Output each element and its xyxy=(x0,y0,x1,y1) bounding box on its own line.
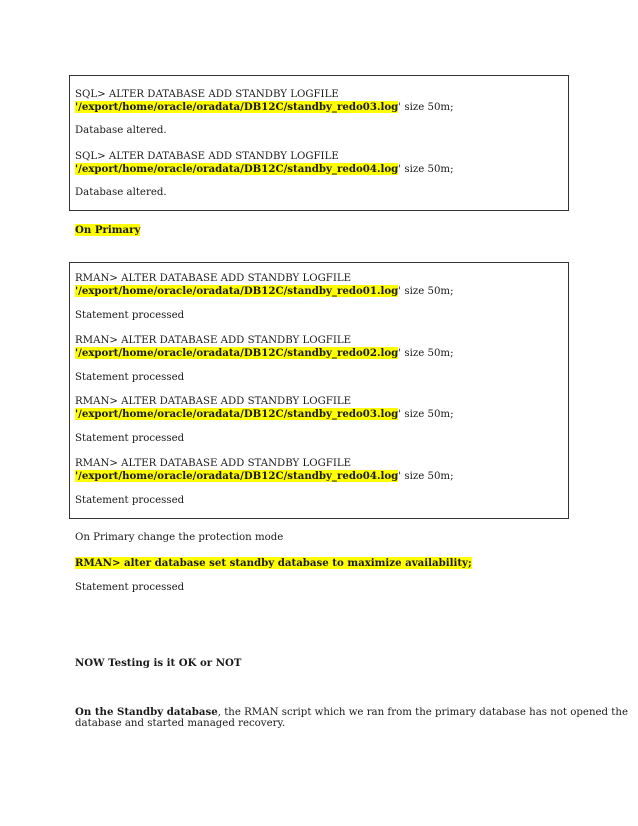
logfile-path: '/export/home/oracle/oradata/DB12C/standby_redo01.log xyxy=(75,285,399,297)
on-primary-label: On Primary xyxy=(75,224,141,236)
testing-heading: NOW Testing is it OK or NOT xyxy=(75,657,242,669)
size-clause: ' size 50m; xyxy=(398,102,454,113)
rman-command-2: RMAN> ALTER DATABASE ADD STANDBY LOGFILE xyxy=(75,335,352,346)
rman-command-3: RMAN> ALTER DATABASE ADD STANDBY LOGFILE xyxy=(75,396,352,407)
rman-command-1: RMAN> ALTER DATABASE ADD STANDBY LOGFILE xyxy=(75,273,352,284)
size-clause: ' size 50m; xyxy=(398,348,454,359)
standby-bold-lead: On the Standby database xyxy=(75,706,218,718)
logfile-path: '/export/home/oracle/oradata/DB12C/standby_redo03.log xyxy=(75,101,399,113)
rman-result-2: Statement processed xyxy=(75,372,185,383)
protection-intro: On Primary change the protection mode xyxy=(75,532,284,543)
rman-result-1: Statement processed xyxy=(75,310,185,321)
sql-command-1-path-line xyxy=(75,101,454,114)
rman-result-4: Statement processed xyxy=(75,495,185,506)
size-clause: ' size 50m; xyxy=(398,471,454,482)
sql-result-2: Database altered. xyxy=(75,187,167,198)
logfile-path: '/export/home/oracle/oradata/DB12C/standby_redo04.log xyxy=(75,163,399,175)
sql-command-2-path-line xyxy=(75,163,454,176)
on-primary-heading xyxy=(75,224,140,237)
rman-command-1-path-line xyxy=(75,285,454,298)
protection-command-line xyxy=(75,557,472,570)
size-clause: ' size 50m; xyxy=(398,409,454,420)
sql-command-2: SQL> ALTER DATABASE ADD STANDBY LOGFILE xyxy=(75,151,339,162)
rman-command-3-path-line xyxy=(75,408,454,421)
sql-command-1: SQL> ALTER DATABASE ADD STANDBY LOGFILE xyxy=(75,89,339,100)
protection-command: RMAN> alter database set standby database to maximize availability; xyxy=(75,557,472,569)
standby-text: , the RMAN script which we ran from the primary database has not opened the xyxy=(217,707,628,718)
standby-paragraph-line-2: database and started managed recovery. xyxy=(75,718,286,729)
rman-command-4: RMAN> ALTER DATABASE ADD STANDBY LOGFILE xyxy=(75,458,352,469)
protection-result: Statement processed xyxy=(75,582,185,593)
size-clause: ' size 50m; xyxy=(398,286,454,297)
logfile-path: '/export/home/oracle/oradata/DB12C/standby_redo03.log xyxy=(75,408,399,420)
rman-command-2-path-line xyxy=(75,347,454,360)
sql-result-1: Database altered. xyxy=(75,125,167,136)
rman-command-4-path-line xyxy=(75,470,454,483)
size-clause: ' size 50m; xyxy=(398,164,454,175)
logfile-path: '/export/home/oracle/oradata/DB12C/standby_redo02.log xyxy=(75,347,399,359)
rman-result-3: Statement processed xyxy=(75,433,185,444)
logfile-path: '/export/home/oracle/oradata/DB12C/standby_redo04.log xyxy=(75,470,399,482)
